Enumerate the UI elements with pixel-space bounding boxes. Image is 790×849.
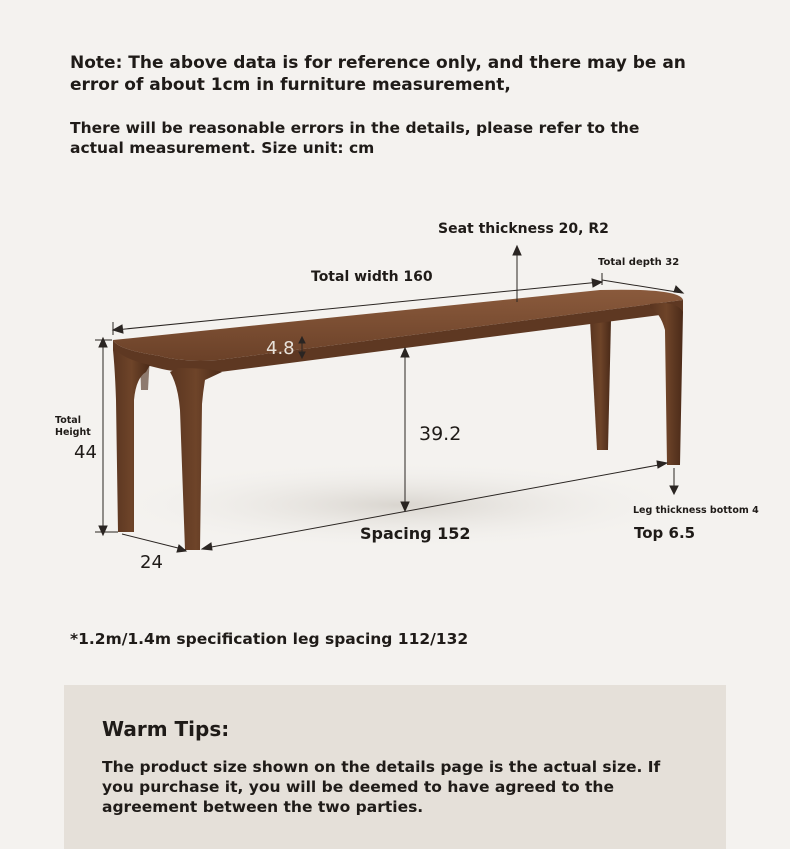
bench-front-leg-right — [650, 303, 683, 465]
warm-tips-title: Warm Tips: — [102, 717, 230, 741]
clear-height-value: 39.2 — [419, 423, 462, 445]
leg-depth-value: 24 — [140, 552, 163, 573]
seat-thickness-label: Seat thickness 20, R2 — [438, 221, 609, 237]
specification-note: *1.2m/1.4m specification leg spacing 112/132 — [70, 630, 469, 648]
warm-tips-panel — [64, 685, 726, 849]
bench-back-leg-right — [590, 320, 611, 450]
note-text: Note: The above data is for reference only, and there may be an error of about 1cm in furniture measurement, — [70, 53, 686, 95]
total-width-label: Total width 160 — [311, 269, 433, 285]
leg-top-label: Top 6.5 — [634, 524, 696, 542]
leg-spacing-label: Spacing 152 — [360, 524, 471, 543]
edge-thickness-label: 4.8 — [266, 338, 295, 359]
total-depth-label: Total depth 32 — [598, 257, 680, 268]
note-measurement-text: There will be reasonable errors in the details, please refer to the actual measurement. Size unit: cm — [70, 119, 640, 157]
total-height-caption: Total Height — [55, 415, 91, 438]
leg-thickness-bottom-label: Leg thickness bottom 4 — [633, 505, 759, 516]
total-height-value: 44 — [74, 442, 97, 463]
warm-tips-body: The product size shown on the details page is the actual size. If you purchase it, you will be deemed to have agreed to the agreement between the two parties. — [102, 758, 661, 816]
